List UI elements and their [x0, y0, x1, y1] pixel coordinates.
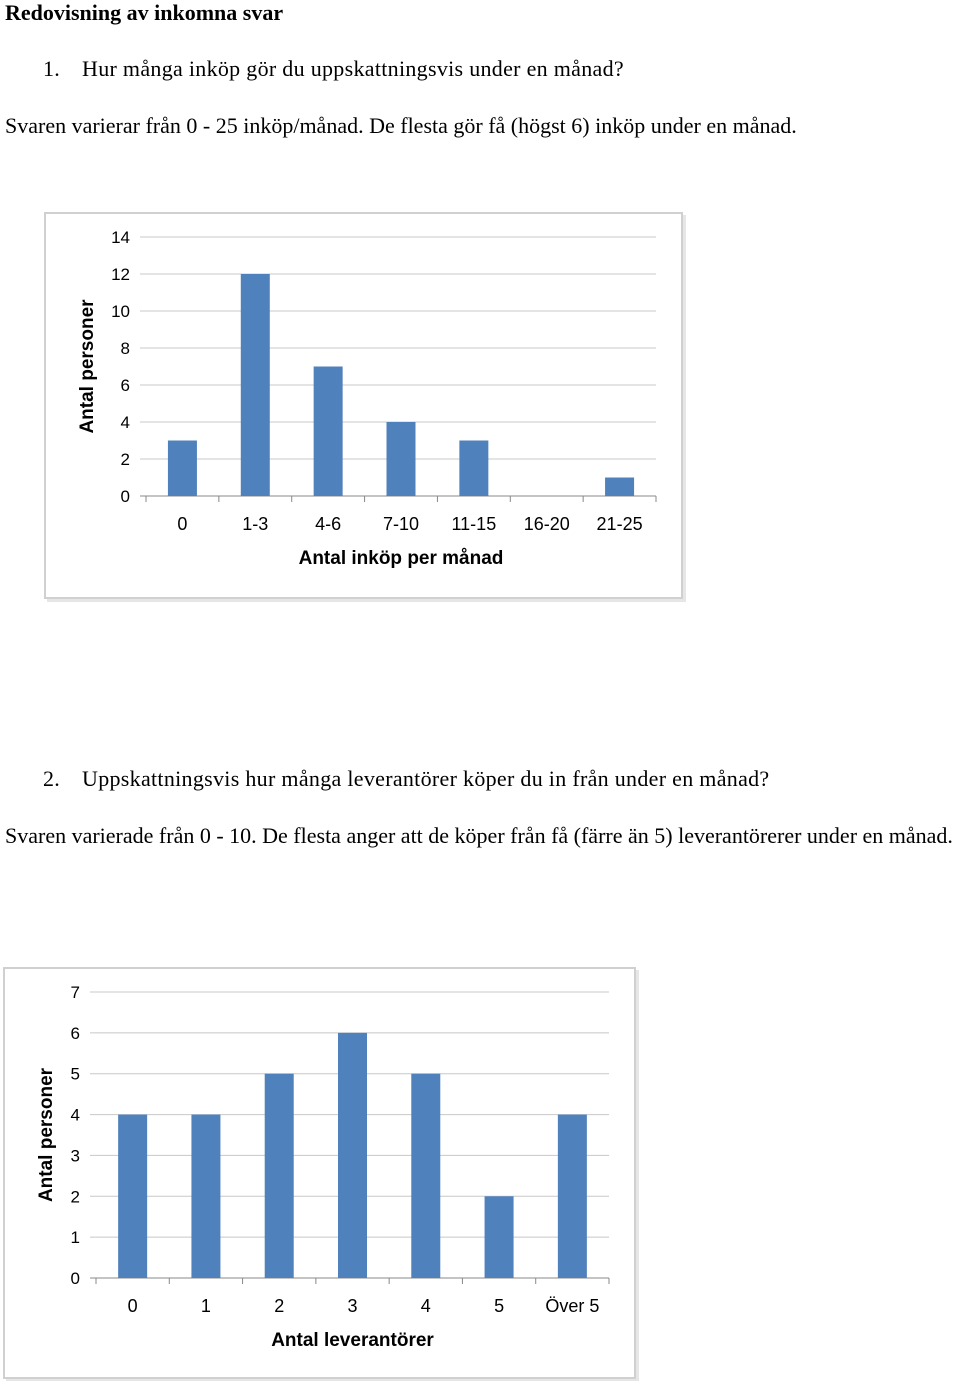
chart-1-bar	[314, 367, 343, 497]
chart-2-x-tick-label: 2	[274, 1296, 285, 1316]
chart-1-x-tick-label: 21-25	[596, 514, 643, 534]
chart-1-y-tick-label: 10	[111, 302, 130, 321]
chart-1-x-tick-label: 7-10	[382, 514, 420, 534]
chart-2-x-tick-label: 0	[127, 1296, 138, 1316]
chart-1-bar	[241, 274, 270, 496]
answer-2-text: Svaren varierade från 0 - 10. De flesta anger att de köper från få (färre än 5) leverantörerer under en månad.	[5, 823, 953, 848]
chart-1-y-tick-label: 14	[111, 228, 130, 247]
chart-2-bar	[118, 1115, 147, 1278]
chart-2-y-axis-title: Antal personer	[36, 1067, 57, 1203]
chart-2-y-tick-label: 6	[70, 1023, 80, 1043]
chart-1-bar	[459, 441, 488, 497]
chart-1-x-tick-label: 11-15	[451, 514, 497, 534]
chart-1	[0, 200, 700, 620]
answer-1-text: Svaren varierar från 0 - 25 inköp/månad. De flesta gör få (högst 6) inköp under en månad.	[5, 113, 797, 138]
page-heading: Redovisning av inkomna svar	[5, 0, 284, 25]
chart-2-svg	[0, 960, 660, 1381]
chart-2-bar	[558, 1115, 587, 1278]
chart-2-y-tick-label: 4	[70, 1105, 80, 1125]
chart-1-svg	[0, 200, 700, 620]
chart-2-x-tick-label: 1	[200, 1296, 211, 1316]
chart-2-bar	[411, 1074, 440, 1278]
chart-1-bar	[605, 478, 634, 497]
chart-2-bar	[338, 1033, 367, 1278]
chart-2-y-tick-label: 3	[70, 1146, 80, 1166]
question-2-text: Uppskattningsvis hur många leverantörer köper du in från under en månad?	[82, 766, 770, 791]
chart-2-y-tick-label: 2	[70, 1187, 80, 1207]
chart-1-bar	[387, 422, 416, 496]
chart-1-x-tick-label: 0	[177, 514, 188, 534]
question-1-number: 1.	[43, 56, 61, 81]
chart-2-x-tick-label: 5	[494, 1296, 505, 1316]
chart-2-bar	[265, 1074, 294, 1278]
chart-1-y-axis-title: Antal personer	[77, 299, 98, 434]
chart-2-x-tick-label: 4	[420, 1296, 431, 1316]
chart-2-y-tick-label: 5	[70, 1064, 80, 1084]
chart-2-bar	[485, 1196, 514, 1278]
chart-1-x-axis-title: Antal inköp per månad	[298, 548, 504, 569]
chart-1-y-tick-label: 0	[120, 487, 130, 506]
chart-2-y-tick-label: 7	[70, 983, 80, 1002]
chart-1-y-tick-label: 8	[120, 339, 130, 358]
question-1-text: Hur många inköp gör du uppskattningsvis under en månad?	[82, 56, 624, 81]
chart-1-y-tick-label: 2	[120, 450, 130, 469]
chart-2-y-tick-label: 0	[70, 1269, 80, 1288]
chart-2-y-tick-label: 1	[70, 1228, 80, 1248]
chart-1-bar	[168, 441, 197, 497]
chart-1-x-tick-label: 1-3	[242, 514, 269, 534]
chart-2-x-axis-title: Antal leverantörer	[271, 1330, 434, 1351]
chart-2-x-tick-label: 3	[347, 1296, 358, 1316]
chart-1-y-tick-label: 12	[111, 265, 130, 284]
question-2-number: 2.	[43, 766, 61, 791]
chart-1-x-tick-label: 4-6	[315, 514, 342, 534]
chart-2	[0, 960, 660, 1381]
question-1	[43, 56, 624, 82]
chart-2-bar	[191, 1115, 220, 1278]
chart-1-x-tick-label: 16-20	[523, 514, 570, 534]
chart-1-y-tick-label: 4	[120, 413, 130, 432]
question-2	[43, 766, 770, 792]
chart-2-x-tick-label: Över 5	[545, 1296, 600, 1316]
chart-1-y-tick-label: 6	[120, 376, 130, 395]
